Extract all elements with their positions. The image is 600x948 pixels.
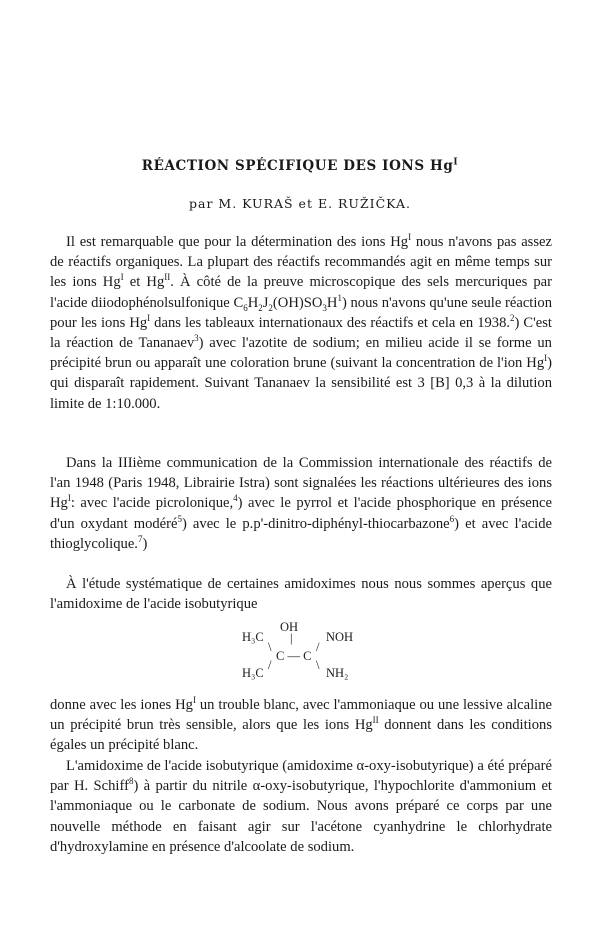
formula-bond-3: / — [268, 658, 272, 672]
formula-h3c-bottom: H₃C — [242, 666, 264, 680]
formula-h3c-top: H₃C — [242, 630, 264, 644]
title-superscript: I — [453, 157, 459, 168]
formula-bond-1: \ — [268, 640, 272, 654]
paragraph-3: À l'étude systématique de certaines amidoximes nous nous sommes aperçus que l'amidoxime de l'acide isobutyrique — [50, 576, 552, 613]
formula-noh: NOH — [326, 630, 354, 644]
chemical-formula — [238, 620, 378, 684]
paper-title — [0, 158, 600, 174]
title-text: RÉACTION SPÉCIFIQUE DES IONS Hg — [141, 158, 454, 174]
formula-bond-2: / — [316, 640, 320, 654]
paragraph-2: Dans la IIIième communication de la Commission internationale des réactifs de l'an 1948 (Paris 1948, Librairie Istra) sont signalées les réactions ultérieures des ions $Hg^I$: avec l'acide picrolonique,$^4$) avec le pyrrol et l'acide phosphorique en présence d'un oxydant modéré$^5$) avec le p.p'-dinitro-diphényl-thiocarbazone$^6$) et avec l'acide thioglycolique.$^7$) — [50, 455, 553, 552]
formula-oh: OH — [280, 620, 299, 634]
formula-nh2: NH₂ — [326, 666, 349, 680]
paragraph-1: Il est remarquable que pour la détermination des ions $Hg^I$ nous n'avons pas assez de réactifs organiques. La plupart des réactifs recommandés agit en même temps sur les ions $Hg^I$ et $Hg^{II}$. À côté de la preuve microscopique des sels mercuriques par l'acide diiodophénolsulfonique $C_6H_2J_2(OH)SO_3H^1$) nous n'avons qu'une seule réaction pour les ions $Hg^I$ dans les tableaux internationaux des réactifs et cela en 1938.$^2$) C'est la réaction de Tananaev$^3$) avec l'azotite de sodium; en milieu acide il se forme un précipité brun ou apparaît une coloration brune (suivant la concentration de l'ion $Hg^I$) qui disparaît rapidement. Suivant Tananaev la sensibilité est 3 [B] 0,3 à la dilution limite de 1:10.000. — [50, 232, 553, 412]
authors: par M. KURAŠ et E. RUŽIČKA. — [189, 196, 411, 211]
formula-c-chain: C — C — [276, 649, 312, 663]
formula-bond-4: \ — [316, 658, 320, 672]
paragraph-4: donne avec les iones $Hg^I$ un trouble blanc, avec l'ammoniaque ou une lessive alcaline un précipité brun très sensible, alors que les ions $Hg^{II}$ donnent dans les conditions égales un précipité blanc. — [50, 695, 552, 754]
formula-bond-vertical: | — [290, 631, 293, 645]
paragraph-5: L'amidoxime de l'acide isobutyrique (amidoxime α-oxy-isobutyrique) a été préparé par H. Schiff$^8$) à partir du nitrile α-oxy-isobutyrique, l'hypochlorite d'ammonium et l'ammoniaque ou le carbonate de sodium. Nous avons préparé ce corps par une nouvelle méthode en faisant agir sur l'acétone cyanhydrine le chlorhydrate d'hydroxylamine en présence d'alcoolate de sodium. — [50, 758, 552, 855]
